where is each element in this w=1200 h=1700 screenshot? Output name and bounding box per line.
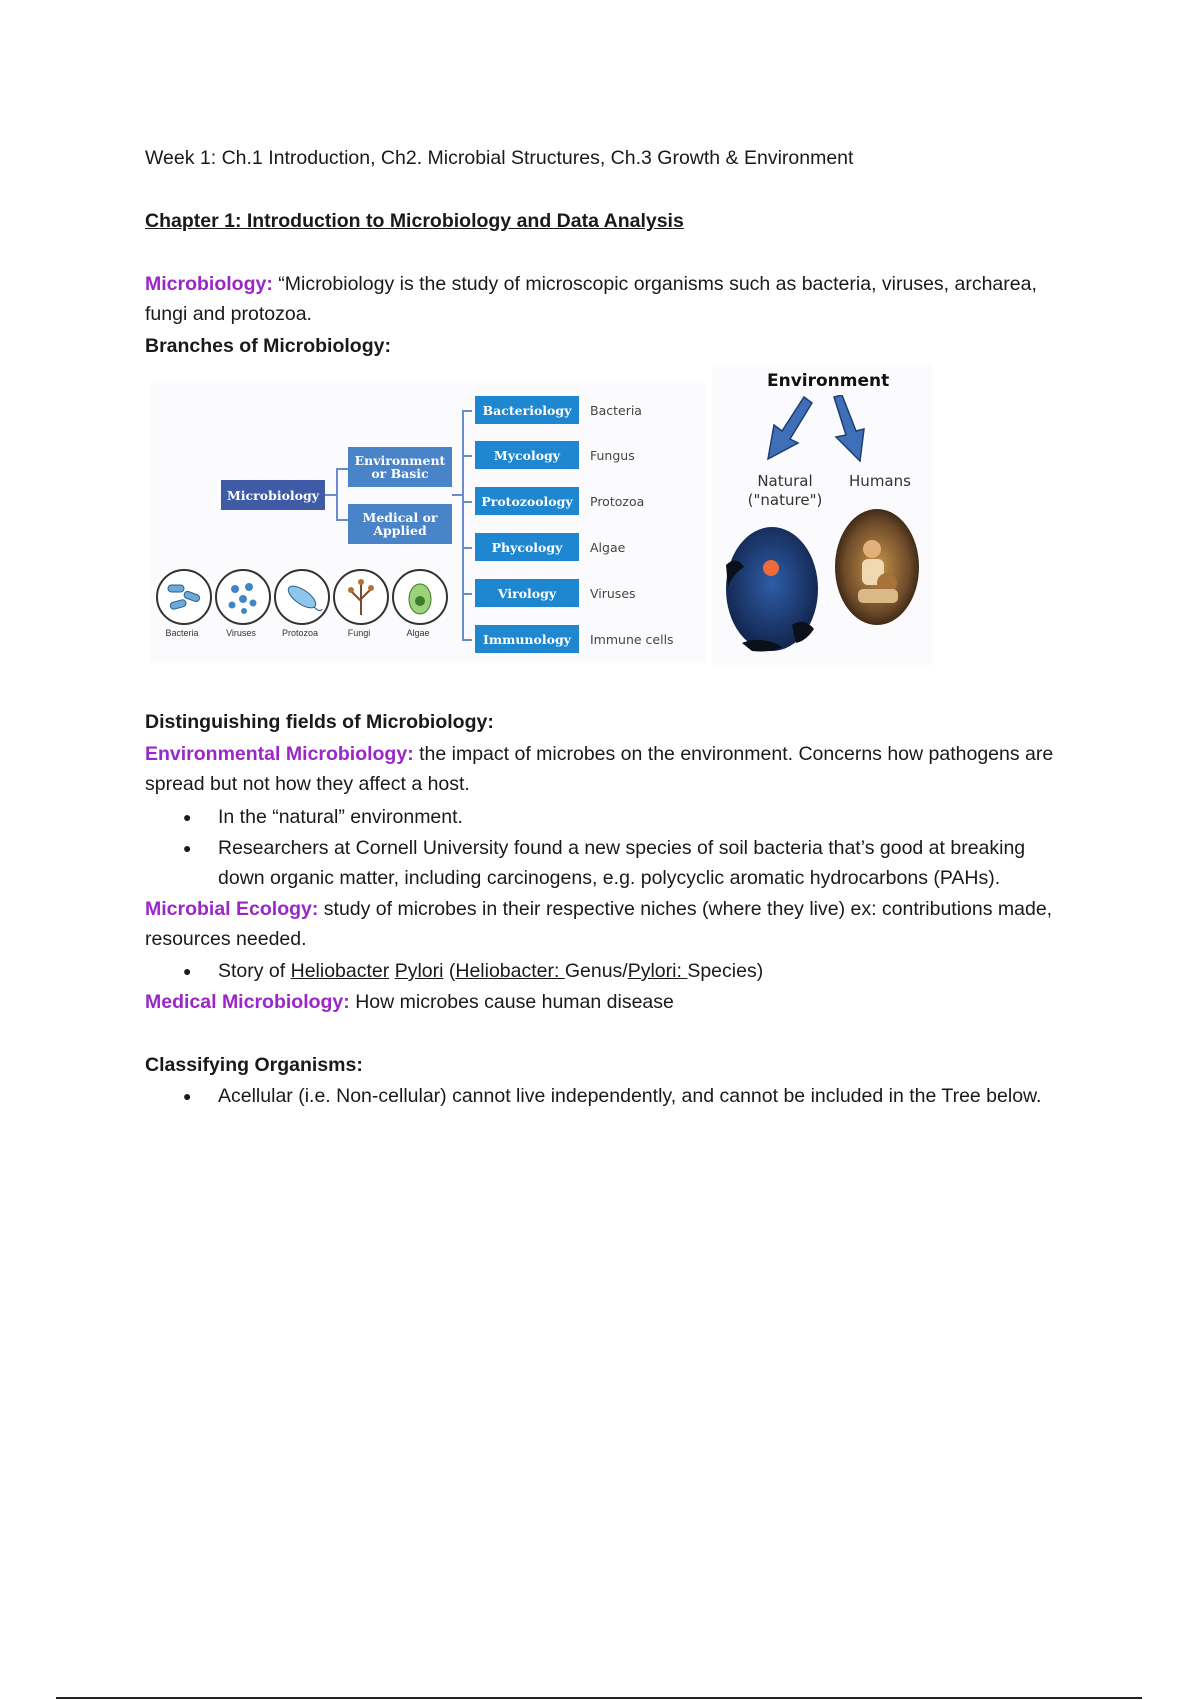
branch-subject: Algae	[590, 540, 626, 555]
icon-label: Bacteria	[165, 628, 199, 638]
species-text: Species)	[687, 960, 764, 982]
microbiology-definition	[145, 269, 1037, 299]
connector	[452, 494, 462, 496]
branch-box: Immunology	[475, 625, 579, 653]
branch-box: Virology	[475, 579, 579, 607]
bullet-text-cont: down organic matter, including carcinogens, e.g. polycyclic aromatic hydrocarbons (PAHs).	[218, 867, 1001, 889]
bullet-icon: ●	[183, 809, 192, 825]
natural-label-line1: Natural	[757, 472, 813, 490]
classifying-bullet: Acellular (i.e. Non-cellular) cannot live independently, and cannot be included in the Tree below.	[218, 1085, 1042, 1107]
humans-image	[832, 505, 922, 630]
connector	[462, 410, 464, 640]
env-micro-text: the impact of microbes on the environment. Concerns how pathogens are	[413, 743, 1054, 765]
icon-label: Viruses	[226, 628, 256, 638]
connector	[336, 468, 348, 470]
icon-label: Protozoa	[281, 628, 319, 638]
bullet-text: In the “natural” environment.	[218, 806, 463, 828]
environment-diagram	[712, 365, 932, 665]
chapter-title: Chapter 1: Introduction to Microbiology and Data Analysis	[145, 210, 684, 232]
medical-microbiology	[145, 987, 674, 1017]
connector	[462, 410, 472, 412]
protozoa-icon	[274, 569, 330, 625]
category-box-medical: Medical or Applied	[348, 504, 452, 544]
branch-box: Phycology	[475, 533, 579, 561]
environmental-microbiology	[145, 739, 1053, 769]
environment-title: Environment	[767, 371, 890, 391]
bullet-icon: ●	[183, 963, 192, 979]
root-box: Microbiology	[221, 480, 325, 510]
connector	[462, 501, 472, 503]
bullet-prefix: Story of	[218, 960, 291, 982]
algae-icon	[392, 569, 448, 625]
ecology-term: Microbial Ecology:	[145, 898, 319, 920]
branch-subject: Immune cells	[590, 632, 674, 647]
icon-label: Fungi	[347, 628, 371, 638]
header-line: Week 1: Ch.1 Introduction, Ch2. Microbial Structures, Ch.3 Growth & Environment	[145, 147, 854, 169]
env-micro-term: Environmental Microbiology:	[145, 743, 414, 765]
branches-tree-diagram	[150, 383, 705, 663]
classifying-heading: Classifying Organisms:	[145, 1054, 363, 1076]
medical-text: How microbes cause human disease	[349, 991, 674, 1013]
bullet-text: Researchers at Cornell University found a new species of soil bacteria that’s good at breaking	[218, 837, 1026, 859]
fungi-icon	[333, 569, 389, 625]
bullet-paren: (	[443, 960, 456, 982]
bullet-icon: ●	[183, 1088, 192, 1104]
natural-label-line2: ("nature")	[747, 491, 823, 509]
microbial-ecology	[145, 894, 1052, 924]
connector	[462, 455, 472, 457]
branch-subject: Bacteria	[590, 403, 642, 418]
connector	[462, 593, 472, 595]
genus-label: Heliobacter:	[455, 960, 565, 982]
medical-term: Medical Microbiology:	[145, 991, 350, 1013]
bullet-icon: ●	[183, 840, 192, 856]
page-bottom-rule	[56, 1697, 1142, 1699]
environmental-microbiology-cont: spread but not how they affect a host.	[145, 773, 470, 795]
icon-label: Algae	[406, 628, 430, 638]
branch-box: Protozoology	[475, 487, 579, 515]
connector	[336, 468, 338, 520]
species-word: Pylori	[394, 960, 444, 982]
branch-subject: Protozoa	[590, 494, 645, 509]
right-arrow-icon	[834, 395, 864, 461]
heliobacter-bullet	[218, 956, 763, 986]
left-arrow-icon	[768, 397, 812, 459]
distinguishing-heading: Distinguishing fields of Microbiology:	[145, 711, 494, 733]
connector	[462, 547, 472, 549]
microbiology-text: “Microbiology is the study of microscopic organisms such as bacteria, viruses, archarea,	[272, 273, 1037, 295]
ecology-text: study of microbes in their respective niches (where they live) ex: contributions made,	[318, 898, 1053, 920]
microbiology-definition-cont: fungi and protozoa.	[145, 303, 312, 325]
bacteria-icon	[156, 569, 212, 625]
humans-label: Humans	[849, 472, 911, 490]
branches-heading: Branches of Microbiology:	[145, 335, 391, 357]
branch-subject: Fungus	[590, 448, 635, 463]
category-box-environment: Environment or Basic	[348, 447, 452, 487]
genus-text: Genus/	[564, 960, 628, 982]
branch-box: Mycology	[475, 441, 579, 469]
connector	[336, 519, 348, 521]
virus-icon	[215, 569, 271, 625]
microbial-ecology-cont: resources needed.	[145, 928, 307, 950]
connector	[462, 639, 472, 641]
species-label: Pylori:	[627, 960, 688, 982]
branch-box: Bacteriology	[475, 396, 579, 424]
natural-image	[722, 525, 822, 655]
branch-subject: Viruses	[590, 586, 636, 601]
microbiology-term: Microbiology:	[145, 273, 273, 295]
genus-word: Heliobacter	[290, 960, 390, 982]
